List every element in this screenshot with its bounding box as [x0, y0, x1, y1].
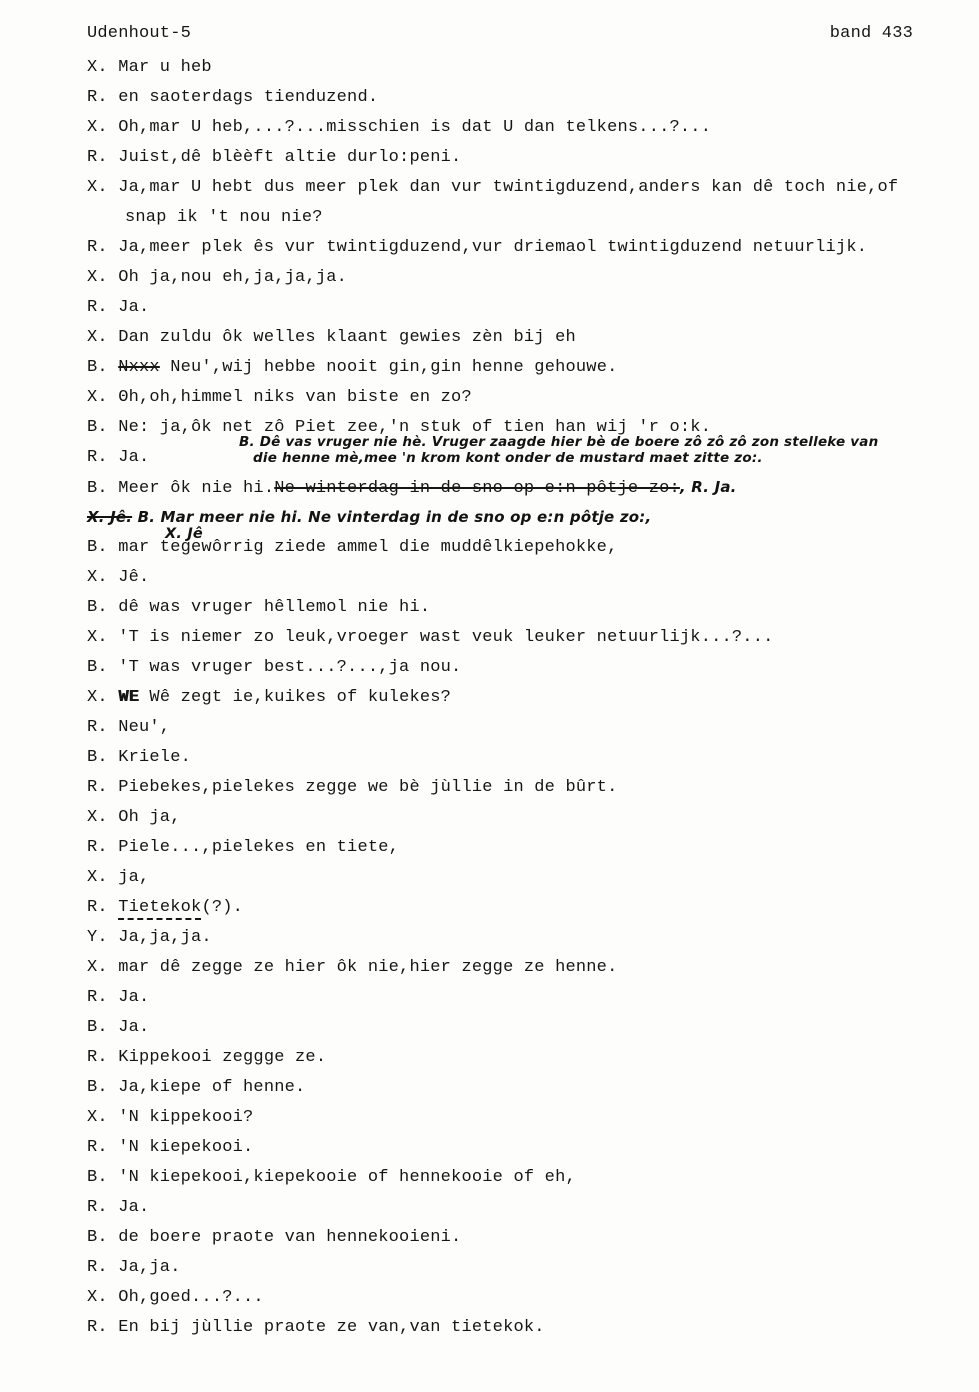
handwritten-text: X. Jê — [165, 526, 203, 542]
typed-text: B. dê was vruger hêllemol nie hi. — [87, 598, 431, 617]
transcript-line — [87, 238, 979, 268]
handwritten-annotation-line: die henne mè,mee 'n krom kont onder de mustard maet zitte zo:. — [253, 450, 763, 466]
dashed-underlined-text: Tietekok — [118, 898, 201, 920]
typed-text: B. Ja,kiepe of henne. — [87, 1078, 306, 1097]
typed-text: B. de boere praote van hennekooieni. — [87, 1228, 462, 1247]
typed-text: Y. Ja,ja,ja. — [87, 928, 212, 947]
typed-text: R. Ja. — [87, 988, 150, 1007]
typed-text: B. mar tegewôrrig ziede ammel die muddêlkiepehokke, — [87, 538, 618, 557]
typed-text: X. Oh,goed...?... — [87, 1288, 264, 1307]
transcript-line — [87, 478, 979, 508]
transcript-line — [87, 88, 979, 118]
transcript-body — [0, 58, 979, 1348]
transcript-line — [87, 838, 979, 868]
overtyped-text: WE — [118, 688, 140, 707]
typed-text: R. Piele...,pielekes en tiete, — [87, 838, 400, 857]
transcript-line — [87, 808, 979, 838]
typed-text: X. 'N kippekooi? — [87, 1108, 254, 1127]
transcript-line — [87, 1318, 979, 1348]
transcript-line — [87, 748, 979, 778]
typed-text: X. mar dê zegge ze hier ôk nie,hier zegge ze henne. — [87, 958, 618, 977]
typed-text: R. Neu', — [87, 718, 171, 737]
typed-text: B. Ja. — [87, 1018, 150, 1037]
typed-text: X. Oh,mar U heb,...?...misschien is dat U dan telkens...?... — [87, 118, 712, 137]
typed-text: B. Ne: ja,ôk net zô Piet zee,'n stuk of tien han wij 'r o:k. — [87, 418, 712, 437]
handwritten-text: B. Mar meer nie hi. Ne vinterdag in de sno op e:n pôtje zo:, — [132, 508, 652, 526]
transcript-line — [87, 568, 979, 598]
transcript-line — [87, 688, 979, 718]
typed-text: X. Jê. — [87, 568, 150, 587]
transcript-line — [87, 328, 979, 358]
typed-text: R. Ja,ja. — [87, 1258, 181, 1277]
handwritten-text: , R. Ja. — [679, 478, 737, 496]
transcript-line — [87, 1048, 979, 1078]
transcript-line — [87, 658, 979, 688]
typed-text: R. Ja. — [87, 448, 150, 467]
page-header — [0, 0, 979, 43]
transcript-line — [87, 268, 979, 298]
typed-text: B. Meer ôk nie hi. — [87, 479, 275, 498]
typed-text: R. Ja. — [87, 1198, 150, 1217]
transcript-line — [87, 178, 979, 208]
transcript-line — [87, 868, 979, 898]
typed-text: Neu',wij hebbe nooit gin,gin henne gehouwe. — [159, 358, 618, 377]
typed-text: (?). — [201, 898, 244, 917]
typed-text: X. Ja,mar U hebt dus meer plek dan vur twintigduzend,anders kan dê toch nie,of — [87, 178, 899, 197]
transcript-line — [87, 1108, 979, 1138]
typed-text: R. 'N kiepekooi. — [87, 1138, 254, 1157]
typed-text: X. Dan zuldu ôk welles klaant gewies zèn bij eh — [87, 328, 576, 347]
struck-typed-text: Nxxx — [118, 358, 160, 377]
transcript-line — [87, 1138, 979, 1168]
struck-typed-text: X. Jê. — [87, 508, 133, 526]
transcript-line — [87, 508, 979, 542]
typed-text: X. 'T is niemer zo leuk,vroeger wast veuk leuker netuurlijk...?... — [87, 628, 774, 647]
transcript-line — [87, 1018, 979, 1048]
typed-text: X. Oh ja,nou eh,ja,ja,ja. — [87, 268, 348, 287]
transcript-line — [87, 1258, 979, 1288]
transcript-line — [87, 1198, 979, 1228]
transcript-line — [87, 1228, 979, 1258]
typed-text: X. Oh ja, — [87, 808, 181, 827]
typed-text: B. 'N kiepekooi,kiepekooie of hennekooie of eh, — [87, 1168, 576, 1187]
transcript-line — [87, 148, 979, 178]
typed-text: R. Ja. — [87, 298, 150, 317]
transcript-line — [87, 1078, 979, 1108]
transcript-line — [87, 598, 979, 628]
typed-text: B. Kriele. — [87, 748, 192, 767]
document-title: Udenhout-5 — [87, 24, 192, 43]
handwritten-annotation — [239, 434, 878, 466]
transcript-line — [87, 434, 979, 478]
typed-text: Wê zegt ie,kuikes of kulekes? — [139, 688, 452, 707]
transcript-line — [87, 718, 979, 748]
typed-text: X. ja, — [87, 868, 150, 887]
transcript-line — [87, 298, 979, 328]
typed-text: R. Kippekooi zeggge ze. — [87, 1048, 327, 1067]
typed-text: R. Piebekes,pielekes zegge we bè jùllie in de bûrt. — [87, 778, 618, 797]
transcript-line — [87, 358, 979, 388]
typed-text: R. — [87, 898, 119, 917]
typed-text: R. en saoterdags tienduzend. — [87, 88, 379, 107]
transcript-line — [87, 538, 979, 568]
typed-text: R. En bij jùllie praote ze van,van tietekok. — [87, 1318, 545, 1337]
typed-text: B. 'T was vruger best...?...,ja nou. — [87, 658, 462, 677]
transcript-line — [87, 988, 979, 1018]
transcript-line — [87, 628, 979, 658]
transcript-line — [87, 58, 979, 88]
transcript-line — [87, 898, 979, 928]
transcript-line — [87, 1168, 979, 1198]
band-number: band 433 — [829, 24, 913, 43]
typed-text: X. — [87, 688, 119, 707]
transcript-line — [87, 778, 979, 808]
transcript-line — [87, 928, 979, 958]
typed-text: B. — [87, 358, 119, 377]
transcript-line — [87, 958, 979, 988]
transcript-line — [87, 118, 979, 148]
transcript-line — [87, 388, 979, 418]
struck-typed-text: Ne winterdag in de sno op e:n pôtje zo: — [274, 479, 680, 498]
typed-text: X. Mar u heb — [87, 58, 212, 77]
typed-text: snap ik 't nou nie? — [125, 208, 323, 227]
typed-text: R. Ja,meer plek ês vur twintigduzend,vur driemaol twintigduzend netuurlijk. — [87, 238, 868, 257]
typed-text: R. Juist,dê blèèft altie durlo:peni. — [87, 148, 462, 167]
handwritten-annotation-line: B. Dê vas vruger nie hè. Vruger zaagde hier bè de boere zô zô zô zon stelleke van — [239, 434, 879, 450]
transcript-line — [87, 208, 979, 238]
transcript-line — [87, 1288, 979, 1318]
typed-text: X. Θh,oh,himmel niks van biste en zo? — [87, 388, 472, 407]
